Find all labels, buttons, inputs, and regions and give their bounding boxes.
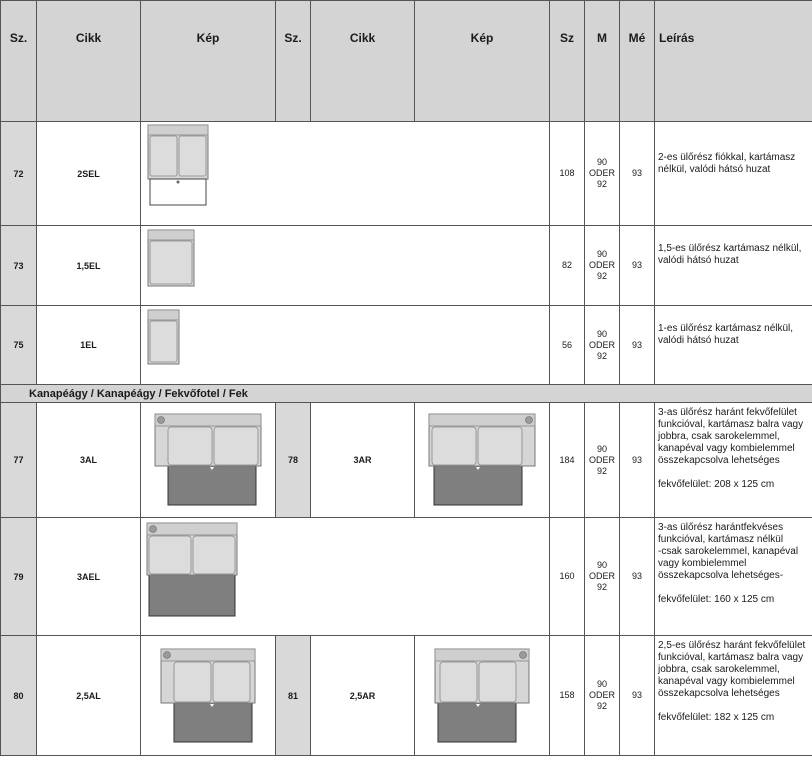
item-width: 56 <box>550 306 585 385</box>
sofa-15sel-drawing <box>147 229 207 291</box>
header-cikk: Cikk <box>37 1 141 122</box>
height-or: ODER <box>588 571 615 581</box>
sleeping-area: fekvőfelület: 182 x 125 cm <box>658 712 775 723</box>
height-or: ODER <box>588 260 615 270</box>
sofa-3ar-drawing <box>428 413 536 507</box>
table-row <box>1 403 812 518</box>
item-height <box>585 636 620 756</box>
desc-line: nélkül, valódi hátsó huzat <box>658 164 771 175</box>
section-row <box>1 385 812 403</box>
item-image-cell <box>141 636 276 756</box>
desc-line: funkcióval, kartámasz nélkül <box>658 534 784 545</box>
height-value: 90 <box>596 679 607 689</box>
header-height: M <box>585 1 620 122</box>
desc-line: jobbra, csak sarokelemmel, <box>658 664 780 675</box>
item-code-2: 2,5AR <box>311 636 415 756</box>
desc-line: kanapéval vagy kombielemmel <box>658 676 795 687</box>
item-width: 108 <box>550 122 585 226</box>
table-row <box>1 636 812 756</box>
item-height <box>585 306 620 385</box>
sleeping-area: fekvőfelület: 208 x 125 cm <box>658 479 775 490</box>
sofa-3al-drawing <box>154 413 262 507</box>
header-kep: Kép <box>141 1 276 122</box>
desc-line: 1,5-es ülőrész kartámasz nélkül, <box>658 243 802 254</box>
height-value-alt: 92 <box>596 179 607 189</box>
sofa-3ael-drawing <box>146 522 242 618</box>
item-height <box>585 226 620 306</box>
item-depth: 93 <box>620 636 655 756</box>
item-description <box>655 518 812 636</box>
item-number: 72 <box>1 122 37 226</box>
item-code: 1EL <box>37 306 141 385</box>
desc-line: valódi hátsó huzat <box>658 335 739 346</box>
sofa-2sel-drawing <box>147 124 237 214</box>
height-or: ODER <box>588 454 615 465</box>
item-number: 75 <box>1 306 37 385</box>
item-number: 79 <box>1 518 37 636</box>
header-depth: Mé <box>620 1 655 122</box>
item-height <box>585 122 620 226</box>
header-description: Leírás <box>655 1 812 122</box>
height-value-alt: 92 <box>596 271 607 281</box>
height-value-alt: 92 <box>596 350 607 361</box>
item-height <box>585 518 620 636</box>
height-value: 90 <box>596 249 607 259</box>
item-depth: 93 <box>620 403 655 518</box>
table-row <box>1 518 812 636</box>
height-or: ODER <box>588 339 615 350</box>
item-number-2: 78 <box>276 403 311 518</box>
item-depth: 93 <box>620 122 655 226</box>
header-sz: Sz. <box>1 1 37 122</box>
item-image-cell-2 <box>415 636 550 756</box>
item-description <box>655 636 812 756</box>
height-value-alt: 92 <box>596 465 607 476</box>
item-code: 3AEL <box>37 518 141 636</box>
desc-line: 3-as ülőrész haránt fekvőfelület <box>658 407 797 418</box>
item-height <box>585 403 620 518</box>
desc-line: összekapcsolva lehetséges <box>658 688 780 699</box>
item-width: 184 <box>550 403 585 518</box>
desc-line: 2,5-es ülőrész haránt fekvőfelület <box>658 640 806 651</box>
item-width: 158 <box>550 636 585 756</box>
item-number: 77 <box>1 403 37 518</box>
desc-line: -csak sarokelemmel, kanapéval <box>658 546 799 557</box>
item-width: 160 <box>550 518 585 636</box>
item-image-cell <box>141 403 276 518</box>
item-code-2: 3AR <box>311 403 415 518</box>
item-code: 3AL <box>37 403 141 518</box>
item-description <box>655 226 812 306</box>
sofa-1el-drawing <box>147 309 187 369</box>
item-description <box>655 403 812 518</box>
table-row <box>1 122 812 226</box>
item-image-cell <box>141 122 550 226</box>
item-number-2: 81 <box>276 636 311 756</box>
height-or: ODER <box>588 168 615 178</box>
item-depth: 93 <box>620 226 655 306</box>
section-title: Kanapéágy / Kanapéágy / Fekvőfotel / Fek <box>1 385 812 403</box>
header-row <box>1 1 812 122</box>
desc-line: jobbra, csak sarokelemmel, <box>658 431 780 442</box>
sofa-25al-drawing <box>160 648 256 744</box>
desc-line: funkcióval, kartámasz balra vagy <box>658 652 804 663</box>
header-width: Sz <box>550 1 585 122</box>
header-kep-2: Kép <box>415 1 550 122</box>
desc-line: összekapcsolva lehetséges- <box>658 570 784 581</box>
item-image-cell-2 <box>415 403 550 518</box>
height-value: 90 <box>596 328 607 339</box>
table-row <box>1 226 812 306</box>
height-value: 90 <box>596 560 607 570</box>
item-image-cell <box>141 518 550 636</box>
item-image-cell <box>141 306 550 385</box>
item-width: 82 <box>550 226 585 306</box>
item-code: 2SEL <box>37 122 141 226</box>
item-number: 73 <box>1 226 37 306</box>
height-value: 90 <box>596 157 607 167</box>
item-image-cell <box>141 226 550 306</box>
item-depth: 93 <box>620 306 655 385</box>
height-or: ODER <box>588 690 615 700</box>
header-sz-2: Sz. <box>276 1 311 122</box>
height-value-alt: 92 <box>596 582 607 592</box>
desc-line: összekapcsolva lehetséges <box>658 455 780 466</box>
desc-line: kanapéval vagy kombielemmel <box>658 443 795 454</box>
desc-line: 2-es ülőrész fiókkal, kartámasz <box>658 152 796 163</box>
height-value-alt: 92 <box>596 701 607 711</box>
desc-line: valódi hátsó huzat <box>658 255 739 266</box>
item-description <box>655 122 812 226</box>
table-row <box>1 306 812 385</box>
desc-line: 1-es ülőrész kartámasz nélkül, <box>658 323 794 334</box>
desc-line: funkcióval, kartámasz balra vagy <box>658 419 804 430</box>
item-description <box>655 306 812 385</box>
item-code: 1,5EL <box>37 226 141 306</box>
item-number: 80 <box>1 636 37 756</box>
desc-line: vagy kombielemmel <box>658 558 747 569</box>
sofa-25ar-drawing <box>434 648 530 744</box>
sleeping-area: fekvőfelület: 160 x 125 cm <box>658 594 775 605</box>
item-depth: 93 <box>620 518 655 636</box>
desc-line: 3-as ülőrész harántfekvéses <box>658 522 784 533</box>
header-cikk-2: Cikk <box>311 1 415 122</box>
item-code: 2,5AL <box>37 636 141 756</box>
height-value: 90 <box>596 443 607 454</box>
